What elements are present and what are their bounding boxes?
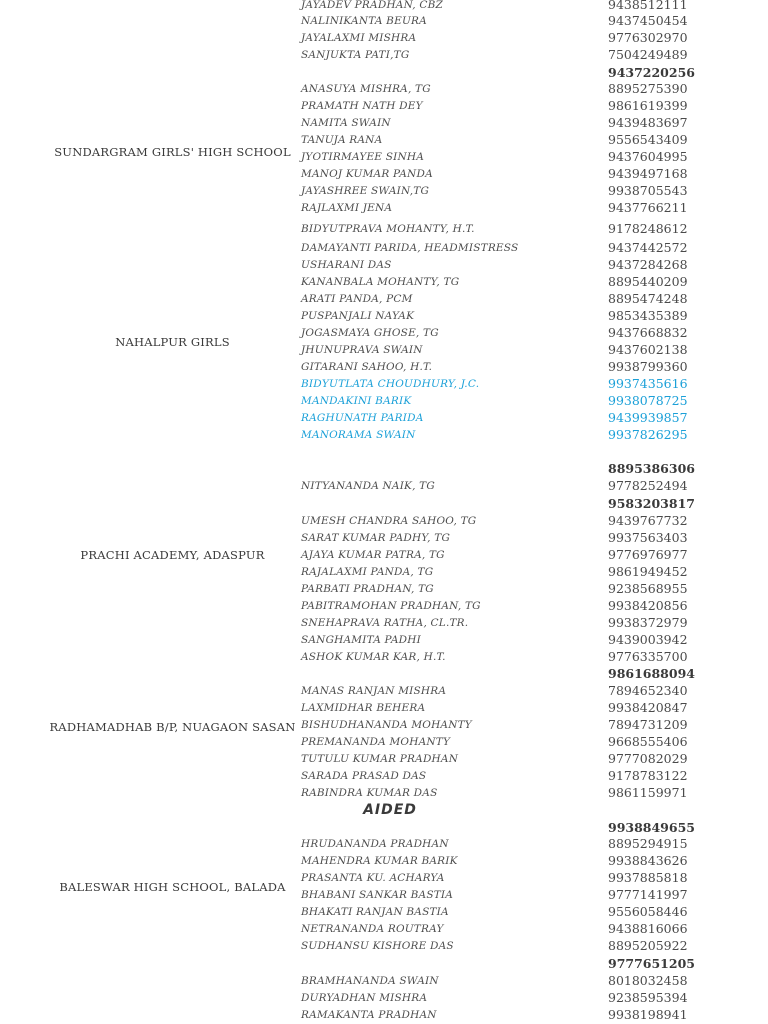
contact-name: JAYADEV PRADHAN, CBZ xyxy=(301,0,444,11)
contact-phone: 9938372979 xyxy=(608,615,688,630)
contact-name: SARAT KUMAR PADHY, TG xyxy=(301,532,451,544)
contact-name: PARBATI PRADHAN, TG xyxy=(301,583,434,595)
contact-phone: 9777141997 xyxy=(608,887,688,902)
school-name: SUNDARGRAM GIRLS' HIGH SCHOOL xyxy=(54,145,291,159)
contact-phone: 9937435616 xyxy=(608,376,688,391)
contact-phone: 9853435389 xyxy=(608,308,688,323)
contact-name: PRASANTA KU. ACHARYA xyxy=(301,872,445,884)
contact-name: ARATI PANDA, PCM xyxy=(301,293,413,305)
contact-name: NALINIKANTA BEURA xyxy=(301,15,427,27)
contact-phone: 9437284268 xyxy=(608,257,688,272)
contact-phone: 9861949452 xyxy=(608,564,688,579)
contact-phone: 9437442572 xyxy=(608,240,688,255)
contact-name: RAGHUNATH PARIDA xyxy=(301,412,424,424)
contact-name: SARADA PRASAD DAS xyxy=(301,770,427,782)
contact-phone: 8895294915 xyxy=(608,836,688,851)
contact-name: JAYALAXMI MISHRA xyxy=(301,32,417,44)
contact-name: SUDHANSU KISHORE DAS xyxy=(301,940,454,952)
contact-name: ANASUYA MISHRA, TG xyxy=(301,83,431,95)
contact-name: JYOTIRMAYEE SINHA xyxy=(301,151,424,163)
contact-phone: 9937563403 xyxy=(608,530,688,545)
contact-phone: 9238568955 xyxy=(608,581,688,596)
contact-phone: 9437668832 xyxy=(608,325,688,340)
contact-name: BHABANI SANKAR BASTIA xyxy=(301,889,454,901)
contact-name: BIDYUTPRAVA MOHANTY, H.T. xyxy=(301,223,475,235)
contact-name: MAHENDRA KUMAR BARIK xyxy=(301,855,458,867)
contact-phone: 9938843626 xyxy=(608,853,688,868)
contact-name: TANUJA RANA xyxy=(301,134,383,146)
contact-phone: 9437220256 xyxy=(608,65,695,80)
contact-name: MANDAKINI BARIK xyxy=(301,395,412,407)
contact-phone: 9556058446 xyxy=(608,904,688,919)
contact-phone: 8895474248 xyxy=(608,291,688,306)
contact-phone: 9439939857 xyxy=(608,410,688,425)
contact-phone: 9938198941 xyxy=(608,1007,688,1022)
contact-name: RAJLAXMI JENA xyxy=(301,202,393,214)
contact-phone: 9556543409 xyxy=(608,132,688,147)
contact-phone: 9937885818 xyxy=(608,870,688,885)
contact-name: PABITRAMOHAN PRADHAN, TG xyxy=(301,600,481,612)
contact-phone: 9938420847 xyxy=(608,700,688,715)
contact-name: SANJUKTA PATI,TG xyxy=(301,49,410,61)
contact-phone: 9178248612 xyxy=(608,221,688,236)
contact-name: JOGASMAYA GHOSE, TG xyxy=(301,327,439,339)
contact-phone: 9438512111 xyxy=(608,0,688,12)
contact-name: SNEHAPRAVA RATHA, CL.TR. xyxy=(301,617,469,629)
contact-name: MANAS RANJAN MISHRA xyxy=(301,685,447,697)
contact-name: MANOJ KUMAR PANDA xyxy=(301,168,433,180)
contact-name: NITYANANDA NAIK, TG xyxy=(301,480,435,492)
contact-phone: 9777651205 xyxy=(608,956,695,971)
contact-phone: 9776302970 xyxy=(608,30,688,45)
contact-phone: 8895386306 xyxy=(608,461,695,476)
contact-name: UMESH CHANDRA SAHOO, TG xyxy=(301,515,477,527)
contact-name: RAMAKANTA PRADHAN xyxy=(301,1009,437,1021)
contact-phone: 9437602138 xyxy=(608,342,688,357)
contact-name: JAYASHREE SWAIN,TG xyxy=(301,185,430,197)
contact-phone: 9439497168 xyxy=(608,166,688,181)
contact-phone: 9777082029 xyxy=(608,751,688,766)
contact-phone: 9778252494 xyxy=(608,478,688,493)
contact-phone: 9776976977 xyxy=(608,547,688,562)
contact-phone: 9437450454 xyxy=(608,13,688,28)
contact-phone: 9439003942 xyxy=(608,632,688,647)
school-name: NAHALPUR GIRLS xyxy=(115,335,230,349)
contact-phone: 9583203817 xyxy=(608,496,695,511)
contact-phone: 9668555406 xyxy=(608,734,688,749)
contact-phone: 7894652340 xyxy=(608,683,688,698)
contact-name: PRAMATH NATH DEY xyxy=(301,100,423,112)
contact-phone: 9937826295 xyxy=(608,427,688,442)
contact-name: PUSPANJALI NAYAK xyxy=(301,310,415,322)
contact-phone: 9178783122 xyxy=(608,768,688,783)
contact-phone: 9861159971 xyxy=(608,785,688,800)
contact-name: AJAYA KUMAR PATRA, TG xyxy=(301,549,445,561)
contact-name: BRAMHANANDA SWAIN xyxy=(301,975,439,987)
contact-phone: 9938705543 xyxy=(608,183,688,198)
contact-phone: 9439767732 xyxy=(608,513,688,528)
contact-name: NAMITA SWAIN xyxy=(301,117,391,129)
contact-name: KANANBALA MOHANTY, TG xyxy=(301,276,460,288)
school-name: PRACHI ACADEMY, ADASPUR xyxy=(80,548,265,562)
contact-phone: 9238595394 xyxy=(608,990,688,1005)
contact-name: HRUDANANDA PRADHAN xyxy=(301,838,449,850)
section-heading-aided: AIDED xyxy=(363,802,417,818)
contact-phone: 8018032458 xyxy=(608,973,688,988)
contact-name: MANORAMA SWAIN xyxy=(301,429,416,441)
school-name: BALESWAR HIGH SCHOOL, BALADA xyxy=(59,880,286,894)
contact-phone: 8895275390 xyxy=(608,81,688,96)
contact-phone: 9437604995 xyxy=(608,149,688,164)
contact-phone: 8895440209 xyxy=(608,274,688,289)
contact-phone: 9938799360 xyxy=(608,359,688,374)
contact-phone: 9938078725 xyxy=(608,393,688,408)
contact-name: BHAKATI RANJAN BASTIA xyxy=(301,906,449,918)
contact-phone: 7894731209 xyxy=(608,717,688,732)
contact-name: SANGHAMITA PADHI xyxy=(301,634,421,646)
contact-name: USHARANI DAS xyxy=(301,259,392,271)
contact-name: GITARANI SAHOO, H.T. xyxy=(301,361,433,373)
contact-phone: 9861619399 xyxy=(608,98,688,113)
contact-name: RAJALAXMI PANDA, TG xyxy=(301,566,434,578)
contact-name: NETRANANDA ROUTRAY xyxy=(301,923,444,935)
contact-name: LAXMIDHAR BEHERA xyxy=(301,702,426,714)
school-name: RADHAMADHAB B/P, NUAGAON SASAN xyxy=(49,720,296,734)
contact-name: PREMANANDA MOHANTY xyxy=(301,736,451,748)
contact-phone: 9938420856 xyxy=(608,598,688,613)
contact-name: BISHUDHANANDA MOHANTY xyxy=(301,719,472,731)
contact-name: JHUNUPRAVA SWAIN xyxy=(301,344,423,356)
contact-phone: 9437766211 xyxy=(608,200,688,215)
contact-phone: 9776335700 xyxy=(608,649,688,664)
contact-phone: 8895205922 xyxy=(608,938,688,953)
contact-name: TUTULU KUMAR PRADHAN xyxy=(301,753,459,765)
contact-name: DAMAYANTI PARIDA, HEADMISTRESS xyxy=(301,242,519,254)
contact-phone: 9938849655 xyxy=(608,820,695,835)
contact-name: RABINDRA KUMAR DAS xyxy=(301,787,438,799)
contact-phone: 9438816066 xyxy=(608,921,688,936)
contact-phone: 9439483697 xyxy=(608,115,688,130)
contact-name: ASHOK KUMAR KAR, H.T. xyxy=(301,651,446,663)
contact-phone: 7504249489 xyxy=(608,47,688,62)
contact-name: DURYADHAN MISHRA xyxy=(301,992,428,1004)
contact-phone: 9861688094 xyxy=(608,666,695,681)
contact-name: BIDYUTLATA CHOUDHURY, J.C. xyxy=(301,378,480,390)
